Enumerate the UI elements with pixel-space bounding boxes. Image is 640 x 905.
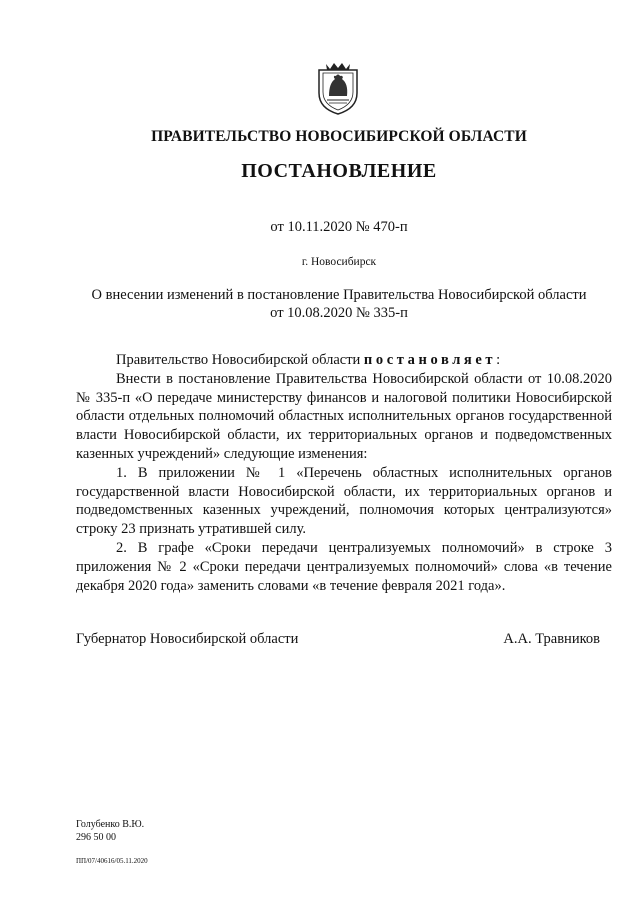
subject-line-1: О внесении изменений в постановление Правительства Новосибирской области	[91, 287, 587, 303]
document-code: ПП/07/40616/05.11.2020	[76, 857, 148, 865]
signatory-name: А.А. Травников	[503, 631, 600, 647]
coat-of-arms-icon	[316, 60, 360, 115]
intro-suffix: :	[496, 352, 501, 368]
paragraph-amend: Внести в постановление Правительства Новосибирской области от 10.08.2020 № 335-п «О передаче министерству финансов и налоговой политики Новосибирской области отдельных полномочий областных исполнительных органов государственной власти Новосибирской области, их территориальных органов и подведомственных казенных учреждений» следующие изменения:	[76, 370, 612, 462]
intro-prefix: Правительство Новосибирской области	[116, 352, 364, 368]
paragraph-item-2: 2. В графе «Сроки передачи централизуемых полномочий» в строке 3 приложения № 2 «Сроки передачи централизуемых полномочий» слова «в течение декабря 2020 года» заменить словами «в течение февраля 2021 года».	[76, 539, 612, 594]
document-type: ПОСТАНОВЛЕНИЕ	[241, 160, 437, 182]
document-body	[76, 351, 612, 595]
executor-name: Голубенко В.Ю.	[76, 819, 145, 830]
document-subject	[0, 286, 640, 322]
intro-paragraph	[76, 351, 612, 370]
executor-phone: 296 50 00	[76, 831, 116, 843]
subject-line-2: от 10.08.2020 № 335-п	[270, 305, 408, 321]
executor-info	[76, 819, 144, 844]
date-number: от 10.11.2020 № 470-п	[270, 219, 408, 235]
organization-title: ПРАВИТЕЛЬСТВО НОВОСИБИРСКОЙ ОБЛАСТИ	[151, 128, 527, 145]
intro-verb: постановляет	[363, 352, 497, 368]
signatory-position: Губернатор Новосибирской области	[76, 631, 299, 647]
paragraph-item-1: 1. В приложении № 1 «Перечень областных исполнительных органов государственной власти Новосибирской области, их территориальных органов и подведомственных казенных учреждений, полномочия которых централизуются» строку 23 признать утратившей силу.	[76, 464, 612, 538]
city: г. Новосибирск	[301, 256, 377, 268]
